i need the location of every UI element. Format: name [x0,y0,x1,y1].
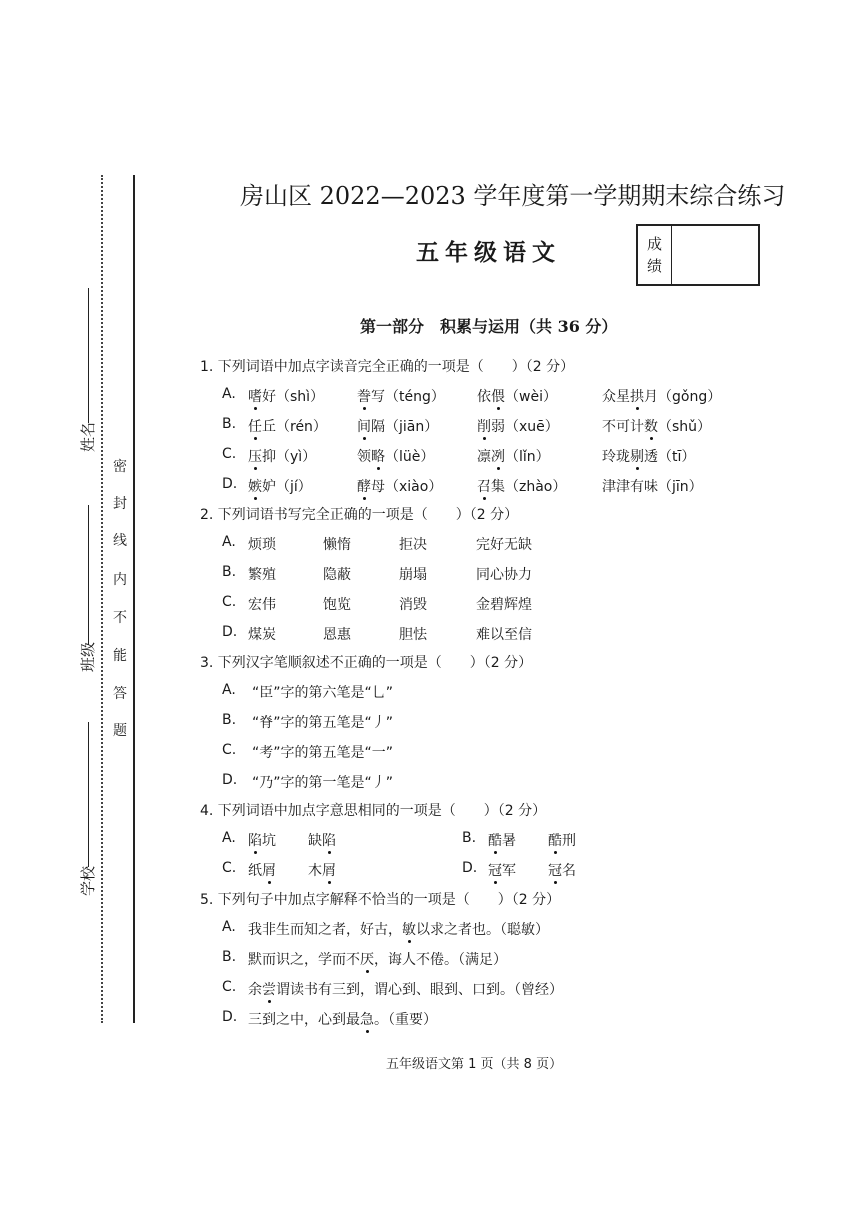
emphasis-mark: 酷 [488,833,502,849]
q5-option-sentence: 三到之中，心到最急。（重要） [248,1012,437,1028]
q2-option-word: 崩塌 [399,567,427,583]
exam-subtitle: 五年级语文 [416,239,561,266]
emphasis-mark: 压 [248,449,262,465]
q1-option-word: 领略（lüè） [357,449,435,465]
q3-option-text: “考”字的第五笔是“一” [252,745,394,761]
page-footer: 五年级语文第 1 页（共 8 页） [386,1057,563,1072]
option-letter: C. [222,860,237,876]
seal-char-2: 封 [113,496,127,512]
emphasis-mark: 尝 [262,982,276,998]
emphasis-mark: 任 [248,419,262,435]
q2-option-word: 煤炭 [248,627,276,643]
question-4-stem: 4. 下列词语中加点字意思相同的一项是（ ）（2 分） [200,803,547,819]
score-label: 成 绩 [638,226,672,284]
emphasis-mark: 削 [477,419,491,435]
option-letter: B. [222,712,237,728]
emphasis-mark: 冠 [488,863,502,879]
question-3-stem: 3. 下列汉字笔顺叙述不正确的一项是（ ）（2 分） [200,655,533,671]
q1-option-word: 嗜好（shì） [248,389,325,405]
question-1-stem: 1. 下列词语中加点字读音完全正确的一项是（ ）（2 分） [200,359,575,375]
q4-word: 木屑 [308,863,336,879]
q2-option-word: 拒决 [399,537,427,553]
school-label: 学校 [79,866,97,897]
q3-option-text: “脊”字的第五笔是“丿” [252,715,394,731]
q2-option-word: 繁殖 [248,567,276,583]
option-letter: A. [222,386,236,402]
seal-char-4: 内 [113,572,127,588]
option-letter: D. [222,624,238,640]
option-letter: C. [222,594,237,610]
q1-option-word: 不可计数（shǔ） [602,419,712,435]
name-label: 姓名 [79,422,97,453]
option-letter: C. [222,979,237,995]
solid-binding-line [133,175,135,1023]
question-5-stem: 5. 下列句子中加点字解释不恰当的一项是（ ）（2 分） [200,892,561,908]
emphasis-mark: 誊 [357,389,371,405]
option-letter: B. [222,949,237,965]
q1-option-word: 削弱（xuē） [477,419,559,435]
seal-char-7: 答 [113,686,127,702]
q5-option-sentence: 默而识之，学而不厌，诲人不倦。（满足） [248,952,507,968]
seal-char-5: 不 [113,610,127,626]
q2-option-word: 懒惰 [323,537,351,553]
dotted-binding-line [101,175,103,1023]
option-letter: A. [222,919,236,935]
emphasis-mark: 屑 [322,863,336,879]
seal-char-1: 密 [113,459,127,475]
q2-option-word: 隐蔽 [323,567,351,583]
q2-option-word: 金碧辉煌 [476,597,532,613]
q5-option-sentence: 余尝谓读书有三到，谓心到、眼到、口到。（曾经） [248,982,563,998]
option-letter: A. [222,534,236,550]
emphasis-mark: 略 [371,449,385,465]
option-letter: B. [462,830,477,846]
q1-option-word: 间隔（jiān） [357,419,439,435]
q1-option-word: 玲珑剔透（tī） [602,449,696,465]
emphasis-mark: 冠 [548,863,562,879]
q1-option-word: 嫉妒（jí） [248,479,312,495]
option-letter: B. [222,416,237,432]
seal-char-8: 题 [113,723,127,739]
q2-option-word: 饱览 [323,597,351,613]
q3-option-text: “臣”字的第六笔是“乚” [252,685,394,701]
q1-option-word: 任丘（rén） [248,419,327,435]
option-letter: D. [462,860,478,876]
emphasis-mark: 厌 [360,952,374,968]
q2-option-word: 宏伟 [248,597,276,613]
q1-option-word: 凛冽（lǐn） [477,449,550,465]
q4-word: 缺陷 [308,833,336,849]
emphasis-mark: 召 [477,479,491,495]
option-letter: D. [222,1009,238,1025]
q2-option-word: 恩惠 [323,627,351,643]
q4-word: 冠名 [548,863,576,879]
q1-option-word: 誊写（téng） [357,389,445,405]
option-letter: C. [222,742,237,758]
emphasis-mark: 敏 [402,922,416,938]
emphasis-mark: 嗜 [248,389,262,405]
q4-word: 冠军 [488,863,516,879]
option-letter: B. [222,564,237,580]
class-label: 班级 [79,642,97,673]
emphasis-mark: 偎 [491,389,505,405]
q1-option-word: 酵母（xiào） [357,479,443,495]
option-letter: D. [222,476,238,492]
score-box [636,224,760,286]
emphasis-mark: 急 [360,1012,374,1028]
q1-option-word: 众星拱月（gǒng） [602,389,722,405]
option-letter: C. [222,446,237,462]
class-field-line [88,505,89,645]
emphasis-mark: 陷 [248,833,262,849]
q1-option-word: 召集（zhào） [477,479,567,495]
emphasis-mark: 拱 [630,389,644,405]
q2-option-word: 难以至信 [476,627,532,643]
q4-word: 酷暑 [488,833,516,849]
q3-option-text: “乃”字的第一笔是“丿” [252,775,394,791]
emphasis-mark: 酷 [548,833,562,849]
q4-word: 纸屑 [248,863,276,879]
q2-option-word: 完好无缺 [476,537,532,553]
section-heading: 第一部分 积累与运用（共 36 分） [360,317,618,336]
q2-option-word: 消毁 [399,597,427,613]
question-2-stem: 2. 下列词语书写完全正确的一项是（ ）（2 分） [200,507,519,523]
q2-option-word: 同心协力 [476,567,532,583]
name-field-line [88,288,89,423]
option-letter: D. [222,772,238,788]
emphasis-mark: 屑 [262,863,276,879]
q4-word: 酷刑 [548,833,576,849]
emphasis-mark: 间 [357,419,371,435]
seal-char-3: 线 [113,533,127,549]
q1-option-word: 压抑（yì） [248,449,317,465]
q1-option-word: 津津有味（jīn） [602,479,703,495]
seal-char-6: 能 [113,648,127,664]
q2-option-word: 烦琐 [248,537,276,553]
q2-option-word: 胆怯 [399,627,427,643]
q5-option-sentence: 我非生而知之者，好古，敏以求之者也。（聪敏） [248,922,549,938]
option-letter: A. [222,830,236,846]
q4-word: 陷坑 [248,833,276,849]
school-field-line [88,722,89,867]
emphasis-mark: 陷 [322,833,336,849]
emphasis-mark: 数 [644,419,658,435]
emphasis-mark: 嫉 [248,479,262,495]
q1-option-word: 依偎（wèi） [477,389,557,405]
option-letter: A. [222,682,236,698]
emphasis-mark: 剔 [630,449,644,465]
emphasis-mark: 酵 [357,479,371,495]
exam-title: 房山区 2022—2023 学年度第一学期期末综合练习 [240,182,786,210]
emphasis-mark: 冽 [491,449,505,465]
